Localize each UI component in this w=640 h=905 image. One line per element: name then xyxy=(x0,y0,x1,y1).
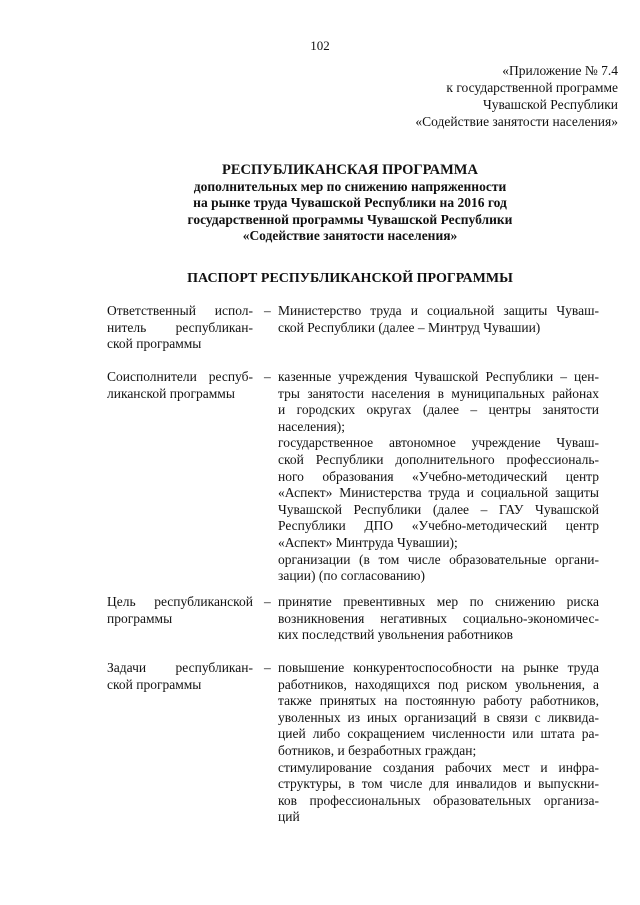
value-line: принятие превентивных мер по снижению риска xyxy=(278,594,599,609)
passport-row-value xyxy=(278,660,599,826)
label-line: Соисполнители респуб- xyxy=(107,369,253,384)
value-line: казенные учреждения Чувашской Республики – цен- xyxy=(278,369,599,384)
value-line: тры занятости населения в муниципальных районах xyxy=(278,385,599,401)
passport-row-label xyxy=(107,303,253,353)
appendix-line: к государственной программе xyxy=(446,80,618,95)
value-line: «Аспект» Министерства труда и социальной защиты xyxy=(278,485,599,501)
dash-separator: – xyxy=(264,369,271,384)
page-number: 102 xyxy=(310,38,330,53)
passport-row-value xyxy=(278,369,599,585)
label-line: ской программы xyxy=(107,676,202,692)
value-line: зации) (по согласованию) xyxy=(278,568,425,584)
value-line: ций xyxy=(278,809,300,825)
value-line: повышение конкурентоспособности на рынке труда xyxy=(278,660,599,675)
value-line: также принятых на постоянную работу работников, xyxy=(278,693,599,709)
label-line: ской программы xyxy=(107,336,202,352)
value-line: и городских округах (далее – центры занятости xyxy=(278,402,599,418)
value-line: структуры, в том числе для инвалидов и выпускни- xyxy=(278,776,599,792)
value-line: ного образования «Учебно-методический центр xyxy=(278,468,599,484)
value-line: Республики ДПО «Учебно-методический центр xyxy=(278,518,599,534)
value-line: «Аспект» Минтруда Чувашии); xyxy=(278,534,458,550)
program-title-line: дополнительных мер по снижению напряженности xyxy=(193,178,507,194)
program-title-line: «Содействие занятости населения» xyxy=(242,228,458,243)
program-title-line: РЕСПУБЛИКАНСКАЯ ПРОГРАММА xyxy=(222,162,478,178)
value-line: ких последствий увольнения работников xyxy=(278,627,513,643)
value-line: ботников, и безработных граждан; xyxy=(278,742,477,758)
value-line: стимулирование создания рабочих мест и инфра- xyxy=(278,759,599,775)
value-line: Чувашской Республики (далее – ГАУ Чувашской xyxy=(278,501,599,517)
label-line: Цель республиканской xyxy=(107,594,253,609)
value-line: организации (в том числе образовательные органи- xyxy=(278,551,599,567)
label-line: ликанской программы xyxy=(107,385,235,401)
value-line: государственное автономное учреждение Чуваш- xyxy=(278,435,599,451)
passport-title: ПАСПОРТ РЕСПУБЛИКАНСКОЙ ПРОГРАММЫ xyxy=(187,271,513,286)
program-title-line: на рынке труда Чувашской Республики на 2016 год xyxy=(193,195,507,210)
label-line: Задачи республикан- xyxy=(107,660,253,675)
appendix-line: Чувашской Республики xyxy=(482,97,618,112)
dash-separator: – xyxy=(264,660,271,675)
value-line: населения); xyxy=(278,418,345,434)
value-line: ской Республики дополнительного профессиональ- xyxy=(278,451,599,467)
value-line: Министерство труда и социальной защиты Чуваш- xyxy=(278,303,599,318)
dash-separator: – xyxy=(264,303,271,318)
appendix-note xyxy=(360,62,618,130)
value-line: цией либо сокращением численности или штата ра- xyxy=(278,726,599,742)
program-title xyxy=(60,162,640,245)
label-line: нитель республикан- xyxy=(107,319,253,335)
label-line: программы xyxy=(107,610,173,626)
value-line: возникновения негативных социально-экономичес- xyxy=(278,610,599,626)
appendix-line: «Содействие занятости населения» xyxy=(415,114,618,129)
dash-separator: – xyxy=(264,594,271,609)
value-line: ской Республики (далее – Минтруд Чувашии) xyxy=(278,319,541,335)
appendix-line: «Приложение № 7.4 xyxy=(502,63,618,78)
passport-row-value xyxy=(278,303,599,336)
value-line: работников, находящихся под риском увольнения, а xyxy=(278,676,599,692)
value-line: уволенных из иных организаций в связи с ликвида- xyxy=(278,709,599,725)
passport-row-value xyxy=(278,594,599,644)
passport-row-label xyxy=(107,594,253,627)
value-line: ков профессиональных образовательных организа- xyxy=(278,792,599,808)
label-line: Ответственный испол- xyxy=(107,303,253,318)
passport-row-label xyxy=(107,660,253,693)
program-title-line: государственной программы Чувашской Республики xyxy=(187,211,513,227)
passport-row-label xyxy=(107,369,253,402)
